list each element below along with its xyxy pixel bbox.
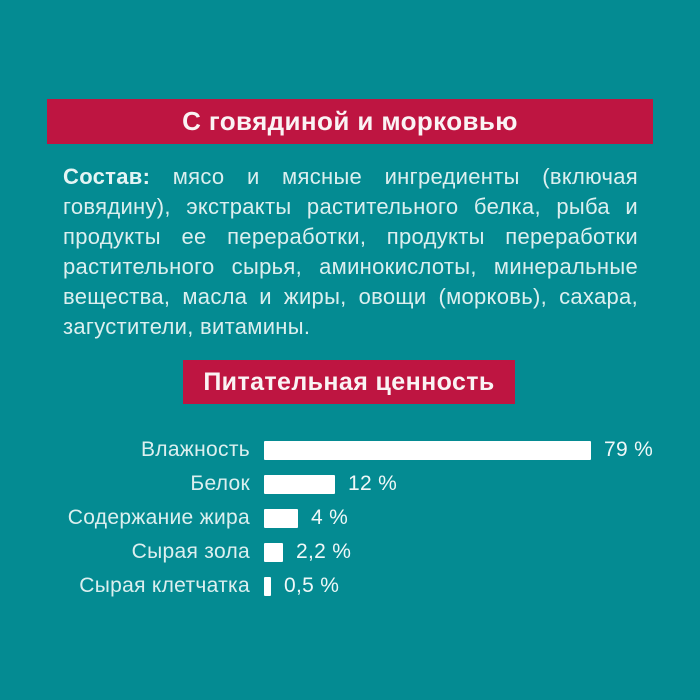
- chart-row: [0, 569, 700, 603]
- category-label: Содержание жира: [67, 506, 250, 529]
- value-bar: [264, 577, 271, 596]
- value-label: 2,2 %: [296, 540, 352, 563]
- value-bar: [264, 509, 298, 528]
- nutrition-section-banner: [183, 360, 515, 404]
- category-label: Белок: [190, 472, 250, 495]
- nutrition-section-title: Питательная ценность: [203, 367, 495, 396]
- value-label: 0,5 %: [284, 574, 340, 597]
- product-title: С говядиной и морковью: [182, 106, 518, 136]
- category-label: Влажность: [140, 438, 250, 461]
- composition-body-text: мясо и мясные ингредиенты (включая говядину), экстракты растительного белка, рыба и продукты ее переработки, продукты переработки растительного сырья, аминокислоты, минеральные вещества, масла и жиры, овощи (морковь), сахара, загустители, витамины.: [63, 164, 638, 339]
- nutrition-bar-chart: [0, 433, 700, 603]
- chart-row: [0, 501, 700, 535]
- value-label: 4 %: [311, 506, 349, 529]
- composition-paragraph: [63, 162, 638, 342]
- category-label: Сырая клетчатка: [79, 574, 250, 597]
- chart-row: [0, 535, 700, 569]
- value-label: 79 %: [604, 438, 654, 461]
- chart-row: [0, 433, 700, 467]
- value-bar: [264, 543, 283, 562]
- value-bar: [264, 475, 335, 494]
- category-label: Сырая зола: [131, 540, 250, 563]
- chart-row: [0, 467, 700, 501]
- value-label: 12 %: [348, 472, 398, 495]
- composition-lead-label: Состав:: [63, 164, 151, 189]
- product-title-banner: [47, 99, 653, 144]
- value-bar: [264, 441, 591, 460]
